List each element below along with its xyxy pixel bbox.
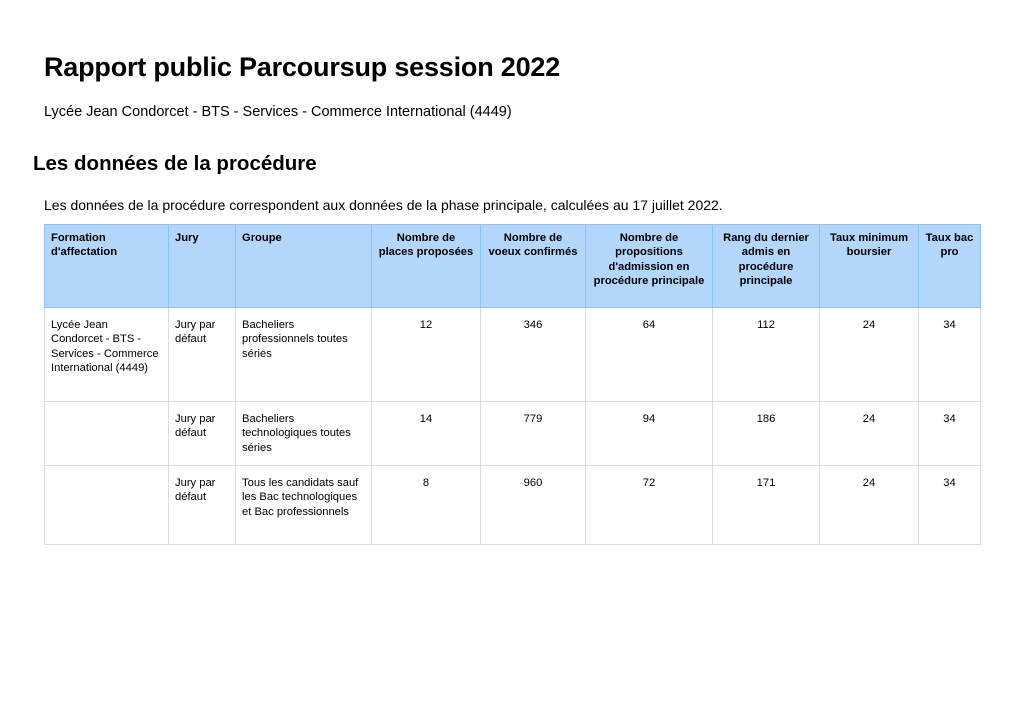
header-formation: Formation d'affectation: [45, 225, 169, 308]
cell-rang: 186: [713, 402, 820, 466]
cell-jury: Jury par défaut: [169, 308, 236, 402]
cell-formation: [45, 402, 169, 466]
header-voeux: Nombre de voeux confirmés: [481, 225, 586, 308]
cell-formation: [45, 466, 169, 545]
header-taux-boursier: Taux minimum boursier: [820, 225, 919, 308]
cell-propositions: 64: [586, 308, 713, 402]
cell-rang: 171: [713, 466, 820, 545]
header-propositions: Nombre de propositions d'admission en procédure principale: [586, 225, 713, 308]
cell-formation: Lycée Jean Condorcet - BTS - Services - Commerce International (4449): [45, 308, 169, 402]
table-header-row: [45, 225, 981, 308]
table-row: [45, 308, 981, 402]
cell-voeux: 779: [481, 402, 586, 466]
section-title: Les données de la procédure: [33, 152, 317, 175]
cell-places: 14: [372, 402, 481, 466]
cell-propositions: 72: [586, 466, 713, 545]
procedure-data-table: [44, 224, 981, 545]
section-description: Les données de la procédure correspondent aux données de la phase principale, calculées au 17 juillet 2022.: [44, 197, 723, 213]
cell-jury: Jury par défaut: [169, 402, 236, 466]
cell-taux-boursier: 24: [820, 466, 919, 545]
cell-voeux: 960: [481, 466, 586, 545]
header-taux-bac-pro: Taux bac pro: [919, 225, 981, 308]
page-title: Rapport public Parcoursup session 2022: [44, 52, 561, 82]
cell-rang: 112: [713, 308, 820, 402]
header-jury: Jury: [169, 225, 236, 308]
header-groupe: Groupe: [236, 225, 372, 308]
cell-places: 8: [372, 466, 481, 545]
cell-taux-bac-pro: 34: [919, 402, 981, 466]
cell-taux-boursier: 24: [820, 308, 919, 402]
cell-groupe: Bacheliers professionnels toutes séries: [236, 308, 372, 402]
cell-propositions: 94: [586, 402, 713, 466]
cell-voeux: 346: [481, 308, 586, 402]
cell-taux-bac-pro: 34: [919, 466, 981, 545]
cell-places: 12: [372, 308, 481, 402]
cell-taux-boursier: 24: [820, 402, 919, 466]
cell-taux-bac-pro: 34: [919, 308, 981, 402]
cell-groupe: Bacheliers technologiques toutes séries: [236, 402, 372, 466]
table-row: [45, 466, 981, 545]
header-places: Nombre de places proposées: [372, 225, 481, 308]
cell-jury: Jury par défaut: [169, 466, 236, 545]
header-rang: Rang du dernier admis en procédure principale: [713, 225, 820, 308]
cell-groupe: Tous les candidats sauf les Bac technologiques et Bac professionnels: [236, 466, 372, 545]
table-row: [45, 402, 981, 466]
page-subtitle: Lycée Jean Condorcet - BTS - Services - Commerce International (4449): [44, 104, 512, 120]
